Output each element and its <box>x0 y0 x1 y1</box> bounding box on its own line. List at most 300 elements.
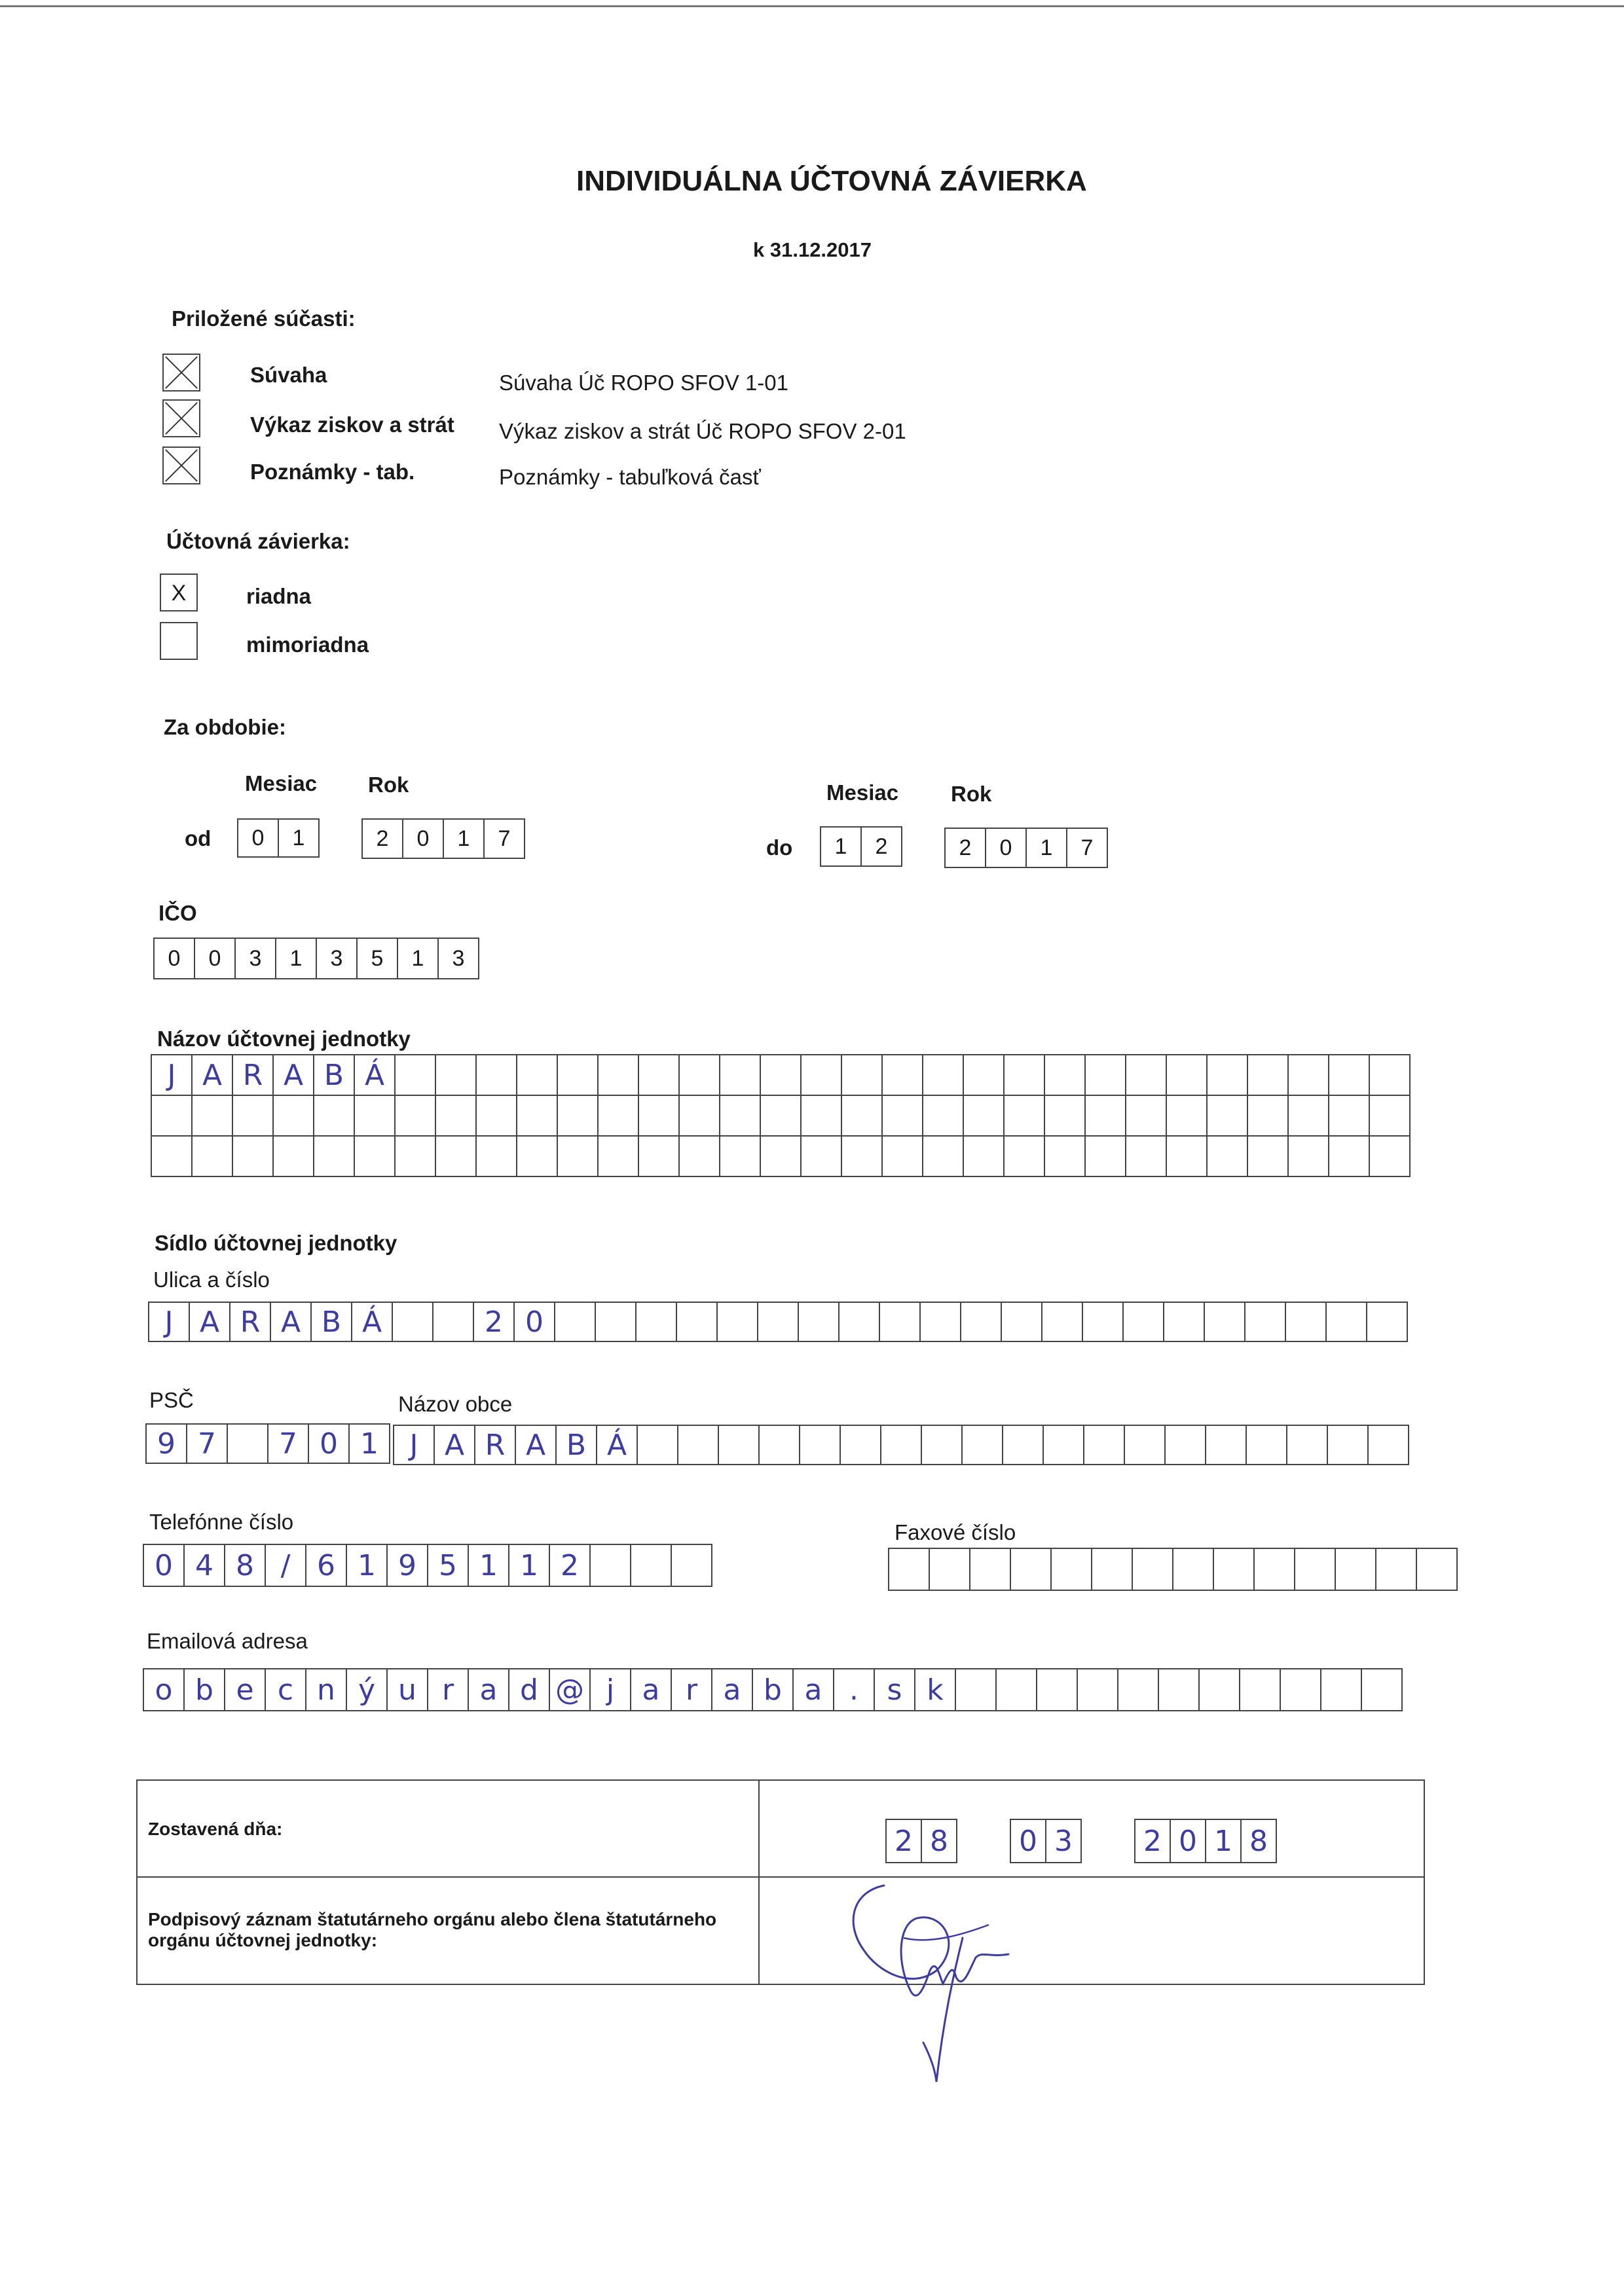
hand-char-cell: j <box>589 1668 631 1711</box>
hand-char-cell <box>1287 1054 1329 1096</box>
email-label: Emailová adresa <box>147 1629 308 1653</box>
period-to-year-field[interactable] <box>944 828 1108 868</box>
signature-label: Podpisový záznam štatutárneho orgánu alebo člena štatutárneho orgánu účtovnej jednotky: <box>148 1909 717 1950</box>
entity-name-label: Názov účtovnej jednotky <box>157 1027 411 1051</box>
hand-char-cell <box>879 1302 921 1342</box>
signature-image <box>838 1872 1061 2095</box>
hand-char-cell: 1 <box>346 1544 388 1587</box>
statement-type-label: riadna <box>246 584 312 608</box>
hand-char-cell <box>760 1054 802 1096</box>
hand-char-cell <box>1286 1425 1328 1465</box>
hand-char-cell <box>272 1095 314 1137</box>
hand-char-cell: / <box>265 1544 306 1587</box>
hand-char-cell: 0 <box>1010 1819 1046 1863</box>
attachment-checkbox-suvaha[interactable] <box>162 354 200 392</box>
hand-char-cell <box>1206 1135 1248 1177</box>
statement-type-checkbox-extraordinary[interactable] <box>160 622 198 660</box>
hand-char-cell <box>394 1135 436 1177</box>
hand-char-cell <box>1253 1548 1295 1591</box>
hand-char-cell <box>1239 1668 1281 1711</box>
statement-type-checkbox-regular[interactable]: X <box>160 574 198 611</box>
hand-char-cell: 1 <box>1205 1819 1242 1863</box>
hand-char-cell: @ <box>549 1668 591 1711</box>
hand-char-cell: A <box>189 1302 231 1342</box>
grid-row <box>151 1054 1411 1096</box>
digit-cell: 1 <box>443 818 485 859</box>
hand-char-cell: 2 <box>1134 1819 1171 1863</box>
hand-char-cell <box>1328 1095 1370 1137</box>
street-label: Ulica a číslo <box>153 1267 270 1292</box>
attachments-heading: Priložené súčasti: <box>172 306 356 331</box>
hand-char-cell: J <box>393 1425 435 1465</box>
hand-char-cell <box>1206 1095 1248 1137</box>
attachment-checkbox-poznamky[interactable] <box>162 446 200 484</box>
digit-cell: 1 <box>278 818 320 858</box>
hand-char-cell: A <box>191 1054 233 1096</box>
hand-char-cell <box>1246 1425 1287 1465</box>
hand-char-cell <box>191 1095 233 1137</box>
entity-name-field[interactable] <box>151 1054 1411 1177</box>
hand-char-cell <box>554 1302 596 1342</box>
hand-char-cell <box>800 1054 842 1096</box>
grid-row <box>888 1548 1458 1591</box>
hand-char-cell <box>151 1135 193 1177</box>
hand-char-cell: 1 <box>348 1423 390 1464</box>
hand-char-cell <box>922 1135 964 1177</box>
hand-char-cell: 2 <box>549 1544 591 1587</box>
hand-char-cell <box>1050 1548 1092 1591</box>
hand-char-cell <box>1158 1668 1200 1711</box>
period-from-year-label: Rok <box>368 773 409 797</box>
scan-top-edge <box>0 5 1624 7</box>
hand-char-cell <box>1125 1095 1167 1137</box>
hand-char-cell <box>995 1668 1037 1711</box>
hand-char-cell <box>1294 1548 1336 1591</box>
hand-char-cell: A <box>272 1054 314 1096</box>
psc-field[interactable] <box>145 1423 390 1464</box>
hand-char-cell: 8 <box>224 1544 266 1587</box>
hand-char-cell: b <box>752 1668 794 1711</box>
hand-char-cell <box>313 1135 355 1177</box>
hand-char-cell: 9 <box>386 1544 428 1587</box>
attachment-description: Súvaha Úč ROPO SFOV 1-01 <box>499 371 789 395</box>
hand-char-cell <box>718 1425 760 1465</box>
hand-char-cell <box>1287 1095 1329 1137</box>
hand-char-cell <box>589 1544 631 1587</box>
period-to-month-label: Mesiac <box>826 780 899 805</box>
hand-char-cell <box>1010 1548 1052 1591</box>
hand-char-cell <box>1091 1548 1133 1591</box>
hand-char-cell: 9 <box>145 1423 187 1464</box>
grid-row <box>393 1425 1409 1465</box>
hand-char-cell: u <box>386 1668 428 1711</box>
hand-char-cell: s <box>874 1668 915 1711</box>
hand-char-cell: 2 <box>473 1302 515 1342</box>
hand-char-cell: 7 <box>186 1423 228 1464</box>
compiled-month-field[interactable] <box>1010 1819 1082 1863</box>
hand-char-cell <box>880 1425 922 1465</box>
digit-cell: 5 <box>356 938 398 979</box>
street-field[interactable] <box>148 1302 1408 1342</box>
compiled-day-field[interactable] <box>885 1819 957 1863</box>
hand-char-cell <box>1247 1054 1289 1096</box>
hand-char-cell <box>1084 1095 1126 1137</box>
attachment-label: Výkaz ziskov a strát <box>250 412 454 437</box>
hand-char-cell <box>1247 1135 1289 1177</box>
hand-char-cell <box>1003 1135 1045 1177</box>
hand-char-cell: R <box>229 1302 271 1342</box>
hand-char-cell <box>557 1095 599 1137</box>
grid-row <box>151 1135 1411 1177</box>
hand-char-cell <box>1117 1668 1159 1711</box>
hand-char-cell: 0 <box>1170 1819 1206 1863</box>
digit-cell: 2 <box>944 828 986 868</box>
hand-char-cell <box>1002 1425 1044 1465</box>
hand-char-cell <box>1369 1095 1411 1137</box>
hand-char-cell <box>881 1054 923 1096</box>
period-from-label: od <box>185 826 212 850</box>
hand-char-cell: 7 <box>267 1423 309 1464</box>
hand-char-cell <box>392 1302 434 1342</box>
hand-char-cell: d <box>508 1668 550 1711</box>
hand-char-cell: J <box>151 1054 193 1096</box>
hand-char-cell <box>881 1095 923 1137</box>
hand-char-cell <box>557 1135 599 1177</box>
hand-char-cell <box>888 1548 930 1591</box>
hand-char-cell: a <box>468 1668 509 1711</box>
digit-cell: 3 <box>234 938 276 979</box>
hand-char-cell <box>676 1302 718 1342</box>
hand-char-cell <box>435 1095 477 1137</box>
hand-char-cell <box>1036 1668 1078 1711</box>
hand-char-cell: 4 <box>183 1544 225 1587</box>
hand-char-cell <box>671 1544 712 1587</box>
hand-char-cell <box>799 1425 841 1465</box>
hand-char-cell <box>1206 1054 1248 1096</box>
signature-table <box>136 1779 1425 1985</box>
hand-char-cell: o <box>143 1668 185 1711</box>
hand-char-cell <box>719 1095 761 1137</box>
hand-char-cell <box>597 1135 639 1177</box>
hand-char-cell <box>798 1302 840 1342</box>
hand-char-cell <box>1366 1302 1408 1342</box>
hand-char-cell: a <box>630 1668 672 1711</box>
hand-char-cell: R <box>232 1054 274 1096</box>
hand-char-cell <box>841 1135 883 1177</box>
hand-char-cell <box>1166 1135 1208 1177</box>
fax-label: Faxové číslo <box>895 1520 1016 1544</box>
hand-char-cell <box>838 1302 880 1342</box>
attachment-checkbox-vykaz[interactable] <box>162 399 200 437</box>
period-from-year-field[interactable] <box>361 818 525 859</box>
hand-char-cell: 8 <box>1240 1819 1277 1863</box>
period-to-month-field[interactable] <box>820 826 902 867</box>
hand-char-cell: 0 <box>308 1423 350 1464</box>
phone-label: Telefónne číslo <box>149 1510 294 1534</box>
hand-char-cell <box>1001 1302 1043 1342</box>
hand-char-cell: 0 <box>513 1302 555 1342</box>
grid-row <box>145 1423 390 1464</box>
hand-char-cell <box>354 1135 396 1177</box>
hand-char-cell <box>516 1095 558 1137</box>
digit-cell: 1 <box>820 826 862 867</box>
grid-row <box>151 1095 1411 1137</box>
hand-char-cell <box>760 1135 802 1177</box>
hand-char-cell <box>929 1548 970 1591</box>
compiled-date-label: Zostavená dňa: <box>148 1819 283 1839</box>
phone-field[interactable] <box>143 1544 712 1587</box>
hand-char-cell <box>637 1425 678 1465</box>
hand-char-cell <box>354 1095 396 1137</box>
hand-char-cell <box>1325 1302 1367 1342</box>
hand-char-cell <box>1285 1302 1327 1342</box>
hand-char-cell <box>678 1054 720 1096</box>
hand-char-cell: 5 <box>427 1544 469 1587</box>
digit-cell: 2 <box>860 826 902 867</box>
municipality-label: Názov obce <box>398 1392 513 1416</box>
hand-char-cell <box>1287 1135 1329 1177</box>
hand-char-cell <box>638 1095 680 1137</box>
hand-char-cell: 0 <box>143 1544 185 1587</box>
ico-field[interactable] <box>153 938 479 979</box>
hand-char-cell <box>1044 1054 1086 1096</box>
hand-char-cell: k <box>914 1668 956 1711</box>
hand-char-cell <box>1164 1425 1206 1465</box>
hand-char-cell <box>597 1095 639 1137</box>
hand-char-cell <box>630 1544 672 1587</box>
hand-char-cell <box>1125 1054 1167 1096</box>
hand-char-cell <box>435 1054 477 1096</box>
hand-char-cell: . <box>833 1668 875 1711</box>
hand-char-cell <box>1077 1668 1118 1711</box>
digit-cell: 1 <box>397 938 439 979</box>
hand-char-cell <box>922 1054 964 1096</box>
hand-char-cell <box>719 1054 761 1096</box>
hand-char-cell <box>227 1423 268 1464</box>
digit-cell: 7 <box>1066 828 1108 868</box>
hand-char-cell: A <box>270 1302 312 1342</box>
hand-char-cell <box>1327 1425 1369 1465</box>
hand-char-cell <box>1082 1302 1124 1342</box>
hand-char-cell: A <box>434 1425 475 1465</box>
hand-char-cell <box>1280 1668 1321 1711</box>
hand-char-cell <box>1244 1302 1286 1342</box>
hand-char-cell: J <box>148 1302 190 1342</box>
hand-char-cell <box>1369 1054 1411 1096</box>
hand-char-cell: a <box>792 1668 834 1711</box>
compiled-year-field[interactable] <box>1134 1819 1277 1863</box>
hand-char-cell <box>191 1135 233 1177</box>
hand-char-cell <box>678 1095 720 1137</box>
hand-char-cell <box>435 1135 477 1177</box>
hand-char-cell <box>969 1548 1011 1591</box>
hand-char-cell <box>1416 1548 1458 1591</box>
hand-char-cell: 2 <box>885 1819 922 1863</box>
hand-char-cell <box>151 1095 193 1137</box>
hand-char-cell <box>1163 1302 1205 1342</box>
hand-char-cell: 8 <box>921 1819 957 1863</box>
hand-char-cell <box>800 1135 842 1177</box>
seat-heading: Sídlo účtovnej jednotky <box>155 1231 397 1255</box>
hand-char-cell <box>881 1135 923 1177</box>
digit-cell: 3 <box>316 938 358 979</box>
hand-char-cell <box>1044 1135 1086 1177</box>
hand-char-cell: 6 <box>305 1544 347 1587</box>
table-divider <box>138 1876 1424 1878</box>
hand-char-cell <box>963 1095 1005 1137</box>
grid-row <box>143 1544 712 1587</box>
document-title: INDIVIDUÁLNA ÚČTOVNÁ ZÁVIERKA <box>576 165 1087 197</box>
hand-char-cell <box>1166 1054 1208 1096</box>
hand-char-cell <box>638 1054 680 1096</box>
hand-char-cell <box>516 1135 558 1177</box>
hand-char-cell <box>1320 1668 1362 1711</box>
digit-cell: 3 <box>437 938 479 979</box>
hand-char-cell <box>232 1135 274 1177</box>
hand-char-cell <box>1205 1425 1247 1465</box>
municipality-field[interactable] <box>393 1425 1409 1465</box>
fax-field[interactable] <box>888 1548 1458 1591</box>
hand-char-cell <box>1122 1302 1164 1342</box>
hand-char-cell <box>1213 1548 1255 1591</box>
hand-char-cell: 1 <box>468 1544 509 1587</box>
hand-char-cell <box>841 1095 883 1137</box>
grid-row <box>148 1302 1408 1342</box>
hand-char-cell <box>272 1135 314 1177</box>
hand-char-cell <box>638 1135 680 1177</box>
hand-char-cell <box>1204 1302 1246 1342</box>
hand-char-cell <box>841 1054 883 1096</box>
digit-cell: 1 <box>1025 828 1067 868</box>
hand-char-cell <box>394 1054 436 1096</box>
period-to-year-label: Rok <box>951 782 992 806</box>
digit-cell: 0 <box>402 818 444 859</box>
email-field[interactable] <box>143 1668 1403 1711</box>
hand-char-cell: Á <box>351 1302 393 1342</box>
period-heading: Za obdobie: <box>164 715 286 739</box>
hand-char-cell <box>394 1095 436 1137</box>
hand-char-cell <box>922 1095 964 1137</box>
psc-label: PSČ <box>149 1388 194 1412</box>
hand-char-cell: B <box>555 1425 597 1465</box>
hand-char-cell <box>1084 1054 1126 1096</box>
hand-char-cell <box>1084 1135 1126 1177</box>
hand-char-cell <box>963 1135 1005 1177</box>
hand-char-cell <box>557 1054 599 1096</box>
digit-cell: 0 <box>237 818 279 858</box>
hand-char-cell: e <box>224 1668 266 1711</box>
hand-char-cell <box>475 1095 517 1137</box>
hand-char-cell <box>1124 1425 1166 1465</box>
digit-cell: 1 <box>275 938 317 979</box>
hand-char-cell <box>1044 1095 1086 1137</box>
hand-char-cell <box>840 1425 881 1465</box>
hand-char-cell: Á <box>354 1054 396 1096</box>
hand-char-cell <box>1041 1302 1083 1342</box>
attachment-label: Súvaha <box>250 363 327 387</box>
hand-char-cell: n <box>305 1668 347 1711</box>
hand-char-cell <box>757 1302 799 1342</box>
hand-char-cell <box>1166 1095 1208 1137</box>
hand-char-cell <box>1125 1135 1167 1177</box>
hand-char-cell: A <box>515 1425 557 1465</box>
hand-char-cell <box>758 1425 800 1465</box>
period-from-month-label: Mesiac <box>245 771 318 795</box>
hand-char-cell <box>800 1095 842 1137</box>
hand-char-cell: 3 <box>1045 1819 1082 1863</box>
attachment-description: Poznámky - tabuľková časť <box>499 465 761 489</box>
hand-char-cell <box>1335 1548 1376 1591</box>
hand-char-cell: B <box>313 1054 355 1096</box>
hand-char-cell: Á <box>596 1425 638 1465</box>
digit-cell: 0 <box>194 938 236 979</box>
period-to-label: do <box>766 835 793 860</box>
hand-char-cell <box>516 1054 558 1096</box>
hand-char-cell <box>1375 1548 1417 1591</box>
statement-type-label: mimoriadna <box>246 632 369 657</box>
hand-char-cell <box>1361 1668 1403 1711</box>
hand-char-cell <box>1003 1095 1045 1137</box>
hand-char-cell <box>475 1135 517 1177</box>
hand-char-cell: B <box>310 1302 352 1342</box>
hand-char-cell: c <box>265 1668 306 1711</box>
digit-cell: 0 <box>153 938 195 979</box>
hand-char-cell <box>1043 1425 1084 1465</box>
hand-char-cell <box>432 1302 474 1342</box>
table-divider <box>758 1781 760 1984</box>
hand-char-cell: ý <box>346 1668 388 1711</box>
hand-char-cell <box>635 1302 677 1342</box>
hand-char-cell <box>1328 1135 1370 1177</box>
hand-char-cell <box>955 1668 997 1711</box>
document-date: k 31.12.2017 <box>753 238 872 261</box>
attachment-label: Poznámky - tab. <box>250 460 415 484</box>
hand-char-cell <box>677 1425 719 1465</box>
hand-char-cell: 1 <box>508 1544 550 1587</box>
hand-char-cell <box>921 1425 963 1465</box>
hand-char-cell <box>1328 1054 1370 1096</box>
hand-char-cell: r <box>671 1668 712 1711</box>
hand-char-cell <box>963 1054 1005 1096</box>
attachment-description: Výkaz ziskov a strát Úč ROPO SFOV 2-01 <box>499 419 906 443</box>
hand-char-cell <box>1003 1054 1045 1096</box>
period-from-month-field[interactable] <box>237 818 320 858</box>
hand-char-cell: b <box>183 1668 225 1711</box>
hand-char-cell <box>232 1095 274 1137</box>
digit-cell: 0 <box>985 828 1027 868</box>
hand-char-cell: a <box>711 1668 753 1711</box>
hand-char-cell <box>475 1054 517 1096</box>
hand-char-cell: r <box>427 1668 469 1711</box>
hand-char-cell <box>919 1302 961 1342</box>
hand-char-cell <box>760 1095 802 1137</box>
hand-char-cell <box>1083 1425 1125 1465</box>
hand-char-cell <box>678 1135 720 1177</box>
ico-label: IČO <box>158 901 197 925</box>
hand-char-cell <box>960 1302 1002 1342</box>
hand-char-cell: R <box>474 1425 516 1465</box>
hand-char-cell <box>595 1302 637 1342</box>
hand-char-cell <box>1369 1135 1411 1177</box>
digit-cell: 7 <box>483 818 525 859</box>
hand-char-cell <box>716 1302 758 1342</box>
hand-char-cell <box>597 1054 639 1096</box>
digit-cell: 2 <box>361 818 403 859</box>
hand-char-cell <box>1247 1095 1289 1137</box>
hand-char-cell <box>1367 1425 1409 1465</box>
statement-type-heading: Účtovná závierka: <box>166 529 350 553</box>
hand-char-cell <box>313 1095 355 1137</box>
